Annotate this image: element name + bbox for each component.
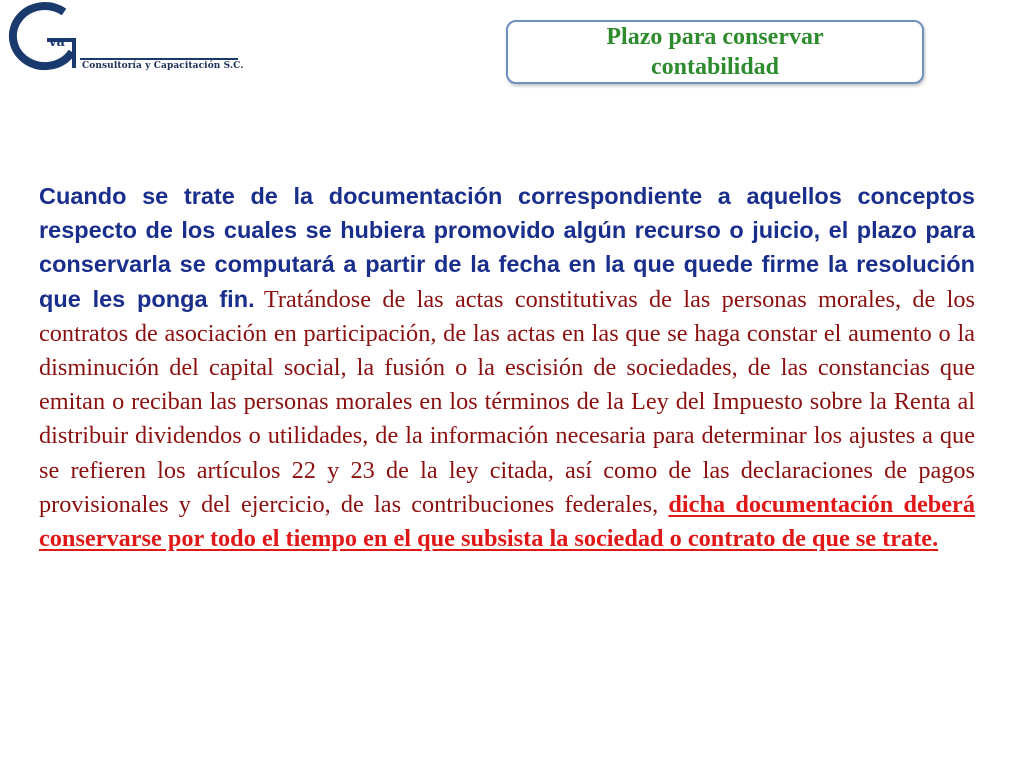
logo-letters: va bbox=[49, 35, 65, 50]
logo-caption: Consultoría y Capacitación S.C. bbox=[82, 61, 244, 71]
paragraph-2-emphasis: dicha documentación deberá conservarse por todo el tiempo en el que subsista la sociedad o contrato de que se trate. bbox=[39, 490, 975, 553]
logo-divider bbox=[80, 58, 238, 60]
company-logo bbox=[2, 0, 242, 80]
paragraph-1: Cuando se trate de la documentación correspondiente a aquellos conceptos respecto de los cuales se hubiera promovido algún recurso o juicio, el plazo para conservarla se computará a partir de la fecha en la que quede firme la resolución que les ponga fin. bbox=[39, 183, 975, 312]
paragraph-2 bbox=[39, 286, 975, 552]
title-box bbox=[506, 20, 924, 84]
paragraph-2-lead: Tratándose de las actas constitutivas de las personas morales, de los contratos de asociación en participación, de las actas en las que se haga constar el aumento o la disminución del capital social, la fusión o la escisión de sociedades, de las constancias que emitan o reciban las personas morales en los términos de la Ley del Impuesto sobre la Renta al distribuir dividendos o utilidades, de la información necesaria para determinar los ajustes a que se refieren los artículos 22 y 23 de la ley citada, así como de las declaraciones de pagos provisionales y del ejercicio, de las contribuciones federales, bbox=[39, 285, 976, 518]
page-title-line-1: Plazo para conservar bbox=[606, 24, 824, 50]
body-text bbox=[39, 179, 975, 556]
page-title-line-2: contabilidad bbox=[650, 54, 780, 80]
